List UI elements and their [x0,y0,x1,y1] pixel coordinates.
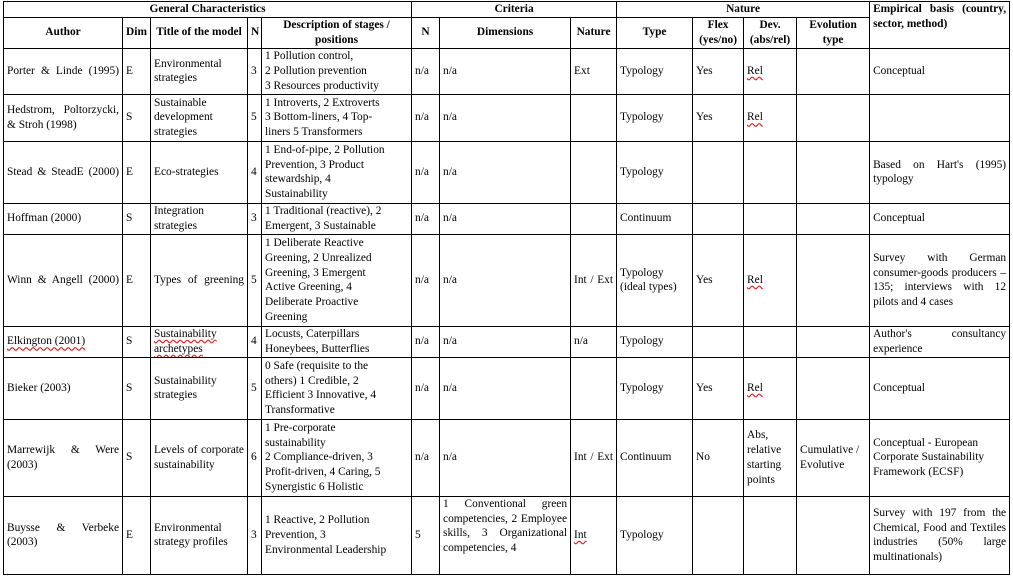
col-description: Description of stages / positions [262,17,412,48]
group-header-row [4,2,1010,18]
author-cell: Stead & SteadE (2000) [4,141,123,203]
evolution-cell [797,141,870,203]
dimensions-cell: n/a [440,326,571,357]
description-line: Greening, 2 Unrealized [265,251,372,264]
author-cell: Buysse & Verbeke (2003) [4,496,123,574]
criteria-nature-cell: Ext [571,48,617,94]
dim-cell: S [123,326,151,357]
group-empirical-header: Empirical basis (country, sector, method) [870,2,1010,49]
author-cell: Porter & Linde (1995) [4,48,123,94]
dim-cell: S [123,94,151,141]
empirical-cell: Conceptual [870,48,1010,94]
dev-cell [744,496,797,574]
description-line: 1 Pollution control, [265,50,354,63]
evolution-cell [797,94,870,141]
description-cell [262,141,412,203]
description-line: 1 End-of-pipe, 2 Pollution [265,143,385,156]
criteria-n-cell: n/a [412,357,440,419]
dev-cell [744,94,797,141]
n-cell: 4 [248,326,262,357]
n-cell: 3 [248,496,262,574]
n-cell: 3 [248,48,262,94]
description-line: Transformative [265,404,335,417]
author-cell: Marrewijk & Were (2003) [4,419,123,496]
n-cell: 5 [248,94,262,141]
literature-table [3,1,1010,575]
nature-text: Int [574,528,587,541]
description-line: Prevention, 3 Product [265,158,365,171]
description-line: 1 Introverts, 2 Extroverts [265,96,380,109]
evolution-cell [797,203,870,234]
flex-cell [693,203,744,234]
table-row [4,203,1010,234]
flex-cell: Yes [693,357,744,419]
col-dev: Dev. (abs/rel) [744,17,797,48]
description-cell [262,496,412,574]
empirical-cell: Conceptual [870,203,1010,234]
empirical-cell: Conceptual - European Corporate Sustainability Framework (ECSF) [870,419,1010,496]
description-line: Locusts, Caterpillars [265,328,360,340]
dev-cell [744,141,797,203]
empirical-cell: Conceptual [870,357,1010,419]
empirical-cell: Author's consultancy experience [870,326,1010,357]
description-line: Sustainability [265,188,328,201]
type-cell: Continuum [617,203,693,234]
flex-cell: Yes [693,234,744,326]
dim-cell: S [123,203,151,234]
dim-cell: S [123,419,151,496]
description-line: Environmental Leadership [265,543,387,556]
description-line: Prevention, 3 [265,528,326,541]
criteria-nature-cell [571,496,617,574]
col-flex: Flex (yes/no) [693,17,744,48]
description-line: 2 Pollution prevention [265,64,367,77]
description-line: Synergistic 6 Holistic [265,481,364,494]
title-cell: Environmental strategies [151,48,248,94]
title-cell: Levels of corporate sustainability [151,419,248,496]
col-n: N [248,17,262,48]
table-row [4,419,1010,496]
criteria-n-cell: n/a [412,48,440,94]
type-cell: Typology [617,94,693,141]
dev-value: Rel [747,111,763,124]
description-line: 3 Bottom-liners, 4 Top- [265,111,373,124]
evolution-cell [797,357,870,419]
table-row [4,326,1010,357]
flex-cell [693,141,744,203]
col-dim: Dim [123,17,151,48]
type-cell: Typology [617,357,693,419]
table-row [4,357,1010,419]
n-cell: 5 [248,357,262,419]
description-line: Profit-driven, 4 Caring, 5 [265,466,381,479]
title-text: Sustainability archetypes [154,328,217,355]
description-line: others) 1 Credible, 2 [265,374,359,387]
flex-cell [693,326,744,357]
description-cell [262,94,412,141]
criteria-nature-cell [571,141,617,203]
dev-cell [744,48,797,94]
type-cell: Typology [617,326,693,357]
description-line: liners 5 Transformers [265,126,363,139]
n-cell: 4 [248,141,262,203]
col-author: Author [4,17,123,48]
title-cell: Sustainability strategies [151,357,248,419]
description-line: 3 Resources productivity [265,79,379,92]
dimensions-cell: n/a [440,141,571,203]
title-cell: Sustainable development strategies [151,94,248,141]
dimensions-cell: n/a [440,419,571,496]
evolution-cell: Cumulative / Evolutive [797,419,870,496]
dimensions-cell: n/a [440,48,571,94]
type-cell: Continuum [617,419,693,496]
flex-cell [693,496,744,574]
author-text: Elkington (2001) [7,335,86,348]
evolution-cell [797,496,870,574]
description-line: Emergent, 3 Sustainable [265,219,376,232]
criteria-n-cell: 5 [412,496,440,574]
description-cell [262,234,412,326]
criteria-n-cell: n/a [412,141,440,203]
type-cell: Typology [617,141,693,203]
dev-cell [744,357,797,419]
group-general-header: General Characteristics [4,2,412,18]
dev-value: Rel [747,64,763,77]
col-criteria-n: N [412,17,440,48]
dim-cell: E [123,141,151,203]
table-row [4,48,1010,94]
dimensions-cell: n/a [440,234,571,326]
evolution-cell [797,326,870,357]
col-title: Title of the model [151,17,248,48]
criteria-n-cell: n/a [412,94,440,141]
n-cell: 3 [248,203,262,234]
criteria-nature-cell [571,357,617,419]
column-header-row [4,17,1010,48]
title-cell: Integration strategies [151,203,248,234]
description-cell [262,48,412,94]
table-row [4,496,1010,574]
table-row [4,234,1010,326]
flex-cell: Yes [693,94,744,141]
description-cell [262,203,412,234]
dim-cell: E [123,48,151,94]
group-criteria-header: Criteria [412,2,617,18]
n-cell: 6 [248,419,262,496]
description-cell [262,326,412,357]
dev-value: Rel [747,381,763,394]
description-cell [262,357,412,419]
dev-cell [744,203,797,234]
description-line: sustainability [265,436,326,449]
author-cell [4,326,123,357]
criteria-n-cell: n/a [412,326,440,357]
title-cell: Environmental strategy profiles [151,496,248,574]
author-cell: Winn & Angell (2000) [4,234,123,326]
description-line: Greening, 3 Emergent [265,266,366,279]
description-line: 1 Traditional (reactive), 2 [265,205,382,217]
author-cell: Hedstrom, Poltorzycki, & Stroh (1998) [4,94,123,141]
type-cell: Typology [617,48,693,94]
dim-cell: S [123,357,151,419]
evolution-cell [797,48,870,94]
dim-cell: E [123,496,151,574]
dimensions-cell: 1 Conventional green competencies, 2 Employee skills, 3 Organizational competencies, 4 [440,496,571,574]
dimensions-cell: n/a [440,357,571,419]
flex-cell: Yes [693,48,744,94]
table-row [4,141,1010,203]
criteria-nature-cell [571,94,617,141]
dim-cell: E [123,234,151,326]
evolution-cell [797,234,870,326]
description-line: Efficient 3 Innovative, 4 [265,389,377,402]
criteria-nature-cell: Int / Ext [571,234,617,326]
dev-cell: Abs, relative starting points [744,419,797,496]
flex-cell: No [693,419,744,496]
description-line: 1 Reactive, 2 Pollution [265,514,370,527]
criteria-n-cell: n/a [412,234,440,326]
title-cell [151,326,248,357]
type-cell: Typology (ideal types) [617,234,693,326]
empirical-cell [870,94,1010,141]
description-line: Greening [265,310,308,323]
table-row [4,94,1010,141]
empirical-cell: Based on Hart's (1995) typology [870,141,1010,203]
n-cell: 5 [248,234,262,326]
group-nature-header: Nature [617,2,870,18]
empirical-cell: Survey with German consumer-goods producers – 135; interviews with 12 pilots and 4 cases [870,234,1010,326]
description-line: 2 Compliance-driven, 3 [265,451,373,464]
title-cell: Types of greening [151,234,248,326]
description-cell [262,419,412,496]
dimensions-cell: n/a [440,203,571,234]
description-line: Active Greening, 4 [265,281,352,294]
criteria-n-cell: n/a [412,203,440,234]
criteria-nature-cell: Int / Ext [571,419,617,496]
description-line: 0 Safe (requisite to the [265,359,369,372]
dev-cell [744,234,797,326]
col-evolution: Evolution type [797,17,870,48]
criteria-nature-cell: n/a [571,326,617,357]
description-line: stewardship, 4 [265,173,331,186]
dev-cell [744,326,797,357]
author-cell: Hoffman (2000) [4,203,123,234]
col-type: Type [617,17,693,48]
dimensions-cell: n/a [440,94,571,141]
description-line: Honeybees, Butterflies [265,342,370,355]
author-cell: Bieker (2003) [4,357,123,419]
description-line: Deliberate Proactive [265,296,359,309]
criteria-n-cell: n/a [412,419,440,496]
dev-value: Rel [747,273,763,286]
empirical-cell: Survey with 197 from the Chemical, Food and Textiles industries (50% large multinationals) [870,496,1010,574]
description-line: 1 Pre-corporate [265,421,336,434]
type-cell: Typology [617,496,693,574]
description-line: 1 Deliberate Reactive [265,236,364,249]
col-dimensions: Dimensions [440,17,571,48]
title-cell: Eco-strategies [151,141,248,203]
col-criteria-nature: Nature [571,17,617,48]
criteria-nature-cell [571,203,617,234]
